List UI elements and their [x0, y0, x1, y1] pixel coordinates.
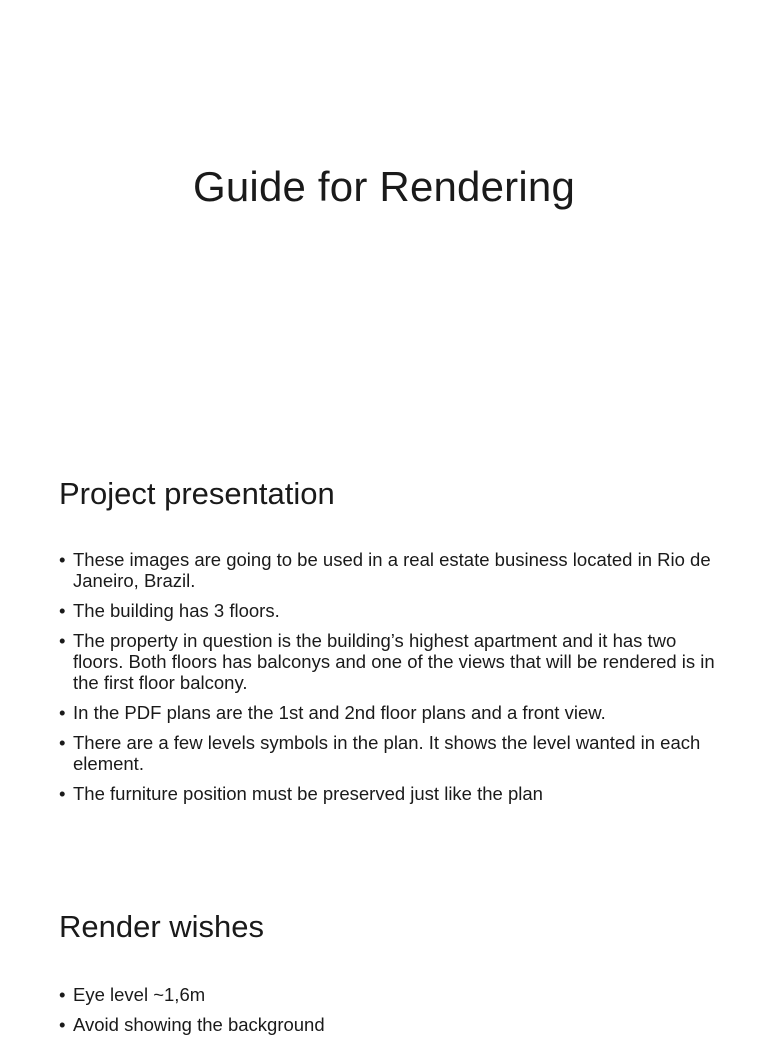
bullet-dot: • [59, 984, 66, 1005]
bullet-item [59, 600, 724, 621]
render-wishes-slide [0, 864, 768, 1035]
bullet-dot: • [59, 783, 66, 804]
bullet-text: In the PDF plans are the 1st and 2nd floor plans and a front view. [73, 702, 606, 723]
main-title: Guide for Rendering [192, 163, 576, 210]
bullet-text: The property in question is the building’s highest apartment and it has two floors. Both floors has balconys and one of the views that will be rendered is in the first floor balcony. [73, 630, 715, 693]
bullet-item [59, 984, 724, 1005]
project-presentation-bullet-list [59, 549, 724, 813]
project-presentation-slide [0, 432, 768, 864]
bullet-item [59, 1014, 724, 1035]
bullet-dot: • [59, 600, 66, 621]
bullet-text: The furniture position must be preserved just like the plan [73, 783, 543, 804]
bullet-text: There are a few levels symbols in the plan. It shows the level wanted in each element. [73, 732, 701, 774]
bullet-dot: • [59, 1014, 66, 1035]
title-slide [0, 0, 768, 432]
bullet-dot: • [59, 630, 66, 651]
bullet-text: These images are going to be used in a real estate business located in Rio de Janeiro, Brazil. [73, 549, 711, 591]
bullet-dot: • [59, 702, 66, 723]
bullet-dot: • [59, 549, 66, 570]
bullet-dot: • [59, 732, 66, 753]
render-wishes-bullet-list [59, 984, 724, 1044]
bullet-item [59, 702, 724, 723]
bullet-text: The building has 3 floors. [73, 600, 280, 621]
bullet-item [59, 783, 724, 804]
bullet-item [59, 549, 724, 591]
bullet-item [59, 732, 724, 774]
section-title-render-wishes: Render wishes [59, 909, 265, 944]
bullet-item [59, 630, 724, 693]
section-title-project-presentation: Project presentation [59, 476, 335, 511]
bullet-text: Eye level ~1,6m [73, 984, 206, 1005]
bullet-text: Avoid showing the background [73, 1014, 325, 1035]
